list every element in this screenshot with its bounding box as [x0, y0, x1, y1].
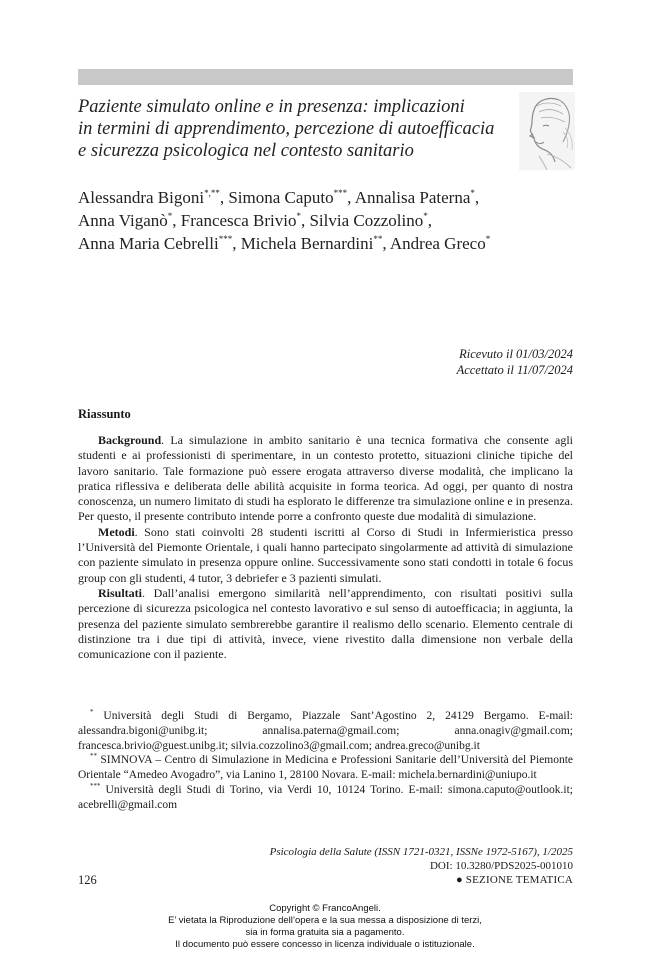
footnote — [78, 783, 573, 813]
abstract-heading: Riassunto — [78, 407, 131, 421]
copyright-line: Copyright © FrancoAngeli. — [269, 903, 381, 914]
author-affiliation-mark: * — [470, 188, 475, 198]
title-line: in termini di apprendimento, percezione di autoefficacia — [78, 119, 495, 139]
methods-label: Metodi — [98, 524, 135, 539]
author-affiliation-mark: * — [296, 211, 301, 221]
header-bar — [78, 69, 573, 85]
author-name: Annalisa Paterna — [354, 188, 471, 207]
methods-text: . Sono stati coinvolti 28 studenti iscritti al Corso di Studi in Infermieristica presso l’Università del Piemonte Orientale, i quali hanno partecipato singolarmente ad attività di simulazione con paziente simulato in presenza oppure online. Successivamente sono stati condotti in totale 6 focus group con gli studenti, 4 tutor, 3 debriefer e 3 pazienti simulati. — [78, 524, 573, 585]
journal-info — [270, 845, 573, 873]
page-number: 126 — [78, 873, 97, 887]
author-affiliation-mark: ** — [373, 234, 383, 244]
accepted-date: Accettato il 11/07/2024 — [456, 363, 573, 377]
title-line: Paziente simulato online e in presenza: implicazioni — [78, 97, 465, 117]
copyright-line: E’ vietata la Riproduzione dell’opera e la sua messa a disposizione di terzi, — [168, 915, 482, 926]
abstract-paragraph-results — [78, 586, 573, 662]
received-date: Ricevuto il 01/03/2024 — [459, 347, 573, 361]
author-line: Alessandra Bigoni*,**, Simona Caputo***, Annalisa Paterna*, — [78, 188, 480, 207]
portrait-sketch-icon — [519, 92, 575, 170]
footnote-mark: *** — [90, 781, 101, 790]
submission-dates — [457, 346, 573, 378]
author-affiliation-mark: *** — [218, 234, 233, 244]
author-affiliation-mark: * — [485, 234, 491, 244]
author-name: Alessandra Bigoni — [78, 188, 205, 207]
author-list — [78, 186, 578, 255]
footnote-text: Università degli Studi di Torino, via Verdi 10, 10124 Torino. E-mail: simona.caputo@outlook.it; acebrelli@gmail.com — [78, 783, 573, 811]
affiliation-footnotes — [78, 709, 573, 813]
copyright-line: sia in forma gratuita sia a pagamento. — [245, 927, 405, 938]
author-affiliation-mark: * — [167, 211, 173, 221]
author-name: Anna Maria Cebrelli — [78, 234, 219, 253]
doi: DOI: 10.3280/PDS2025-001010 — [429, 860, 573, 872]
footnote-mark: * — [90, 708, 94, 716]
author-name: Francesca Brivio — [180, 211, 297, 230]
author-line: Anna Maria Cebrelli***, Michela Bernardini**, Andrea Greco* — [78, 234, 491, 253]
author-name: Anna Viganò — [78, 211, 168, 230]
author-name: Michela Bernardini — [240, 234, 374, 253]
title-line: e sicurezza psicologica nel contesto sanitario — [78, 141, 414, 161]
footnote-text: SIMNOVA – Centro di Simulazione in Medicina e Professioni Sanitarie dell’Università del Piemonte Orientale “Amedeo Avogadro”, via Lanino 1, 28100 Novara. E-mail: michela.bernardini@uniupo.it — [78, 754, 573, 782]
footnote-mark: ** — [90, 752, 97, 761]
abstract-paragraph-background — [78, 433, 573, 525]
footnote — [78, 753, 573, 783]
background-text: . La simulazione in ambito sanitario è una tecnica formativa che consente agli studenti e ai professionisti di sperimentare, in un contesto protetto, situazioni cliniche tipiche del lavoro sanitario. Tale formazione può essere erogata attraverso diverse modalità, che implicano la pratica riflessiva e deliberata delle abilità acquisite in forma teorica. Ad oggi, per quanto di nostra conoscenza, un numero limitato di studi ha esplorato le differenze tra simulazione online e in presenza. Per questo, il presente contributo intende porre a confronto queste due modalità di simulazione. — [78, 433, 573, 524]
copyright-line: Il documento può essere concesso in licenza individuale o istituzionale. — [175, 939, 475, 950]
section-label: ● SEZIONE TEMATICA — [456, 874, 573, 886]
author-affiliation-mark: * — [423, 211, 428, 221]
author-affiliation-mark: *,** — [204, 188, 220, 198]
journal-citation: Psicologia della Salute (ISSN 1721-0321, ISSNe 1972-5167), 1/2025 — [269, 846, 573, 858]
background-label: Background — [98, 433, 162, 447]
results-text: . Dall’analisi emergono similarità nell’apprendimento, con risultati positivi sulla percezione di sicurezza psicologica nel contesto lavorativo e sul senso di autoefficacia; in aggiunta, la presenza del paziente simulato sembrerebbe garantire il realismo dello scenario. Elemento centrale di distinzione tra i due tipi di attività, invece, viene rivestito dalla dimensione non verbale della comunicazione con il paziente. — [78, 585, 573, 662]
author-name: Andrea Greco — [389, 234, 486, 253]
results-label: Risultati — [98, 585, 143, 600]
abstract-body — [78, 433, 573, 662]
abstract-paragraph-methods — [78, 525, 573, 586]
author-line: Anna Viganò*, Francesca Brivio*, Silvia Cozzolino*, — [78, 211, 432, 230]
author-affiliation-mark: *** — [333, 188, 348, 198]
copyright-notice — [0, 903, 650, 951]
article-title — [78, 96, 518, 162]
author-name: Simona Caputo — [228, 188, 334, 207]
footnote — [78, 709, 573, 753]
footnote-text: Università degli Studi di Bergamo, Piazzale Sant’Agostino 2, 24129 Bergamo. E-mail: alessandra.bigoni@unibg.it; annalisa.paterna@gmail.com; anna.onagiv@gmail.com; francesca.brivio@guest.unibg.it; silvia.cozzolino3@gmail.com; andrea.greco@unibg.it — [78, 710, 573, 752]
author-name: Silvia Cozzolino — [309, 211, 424, 230]
